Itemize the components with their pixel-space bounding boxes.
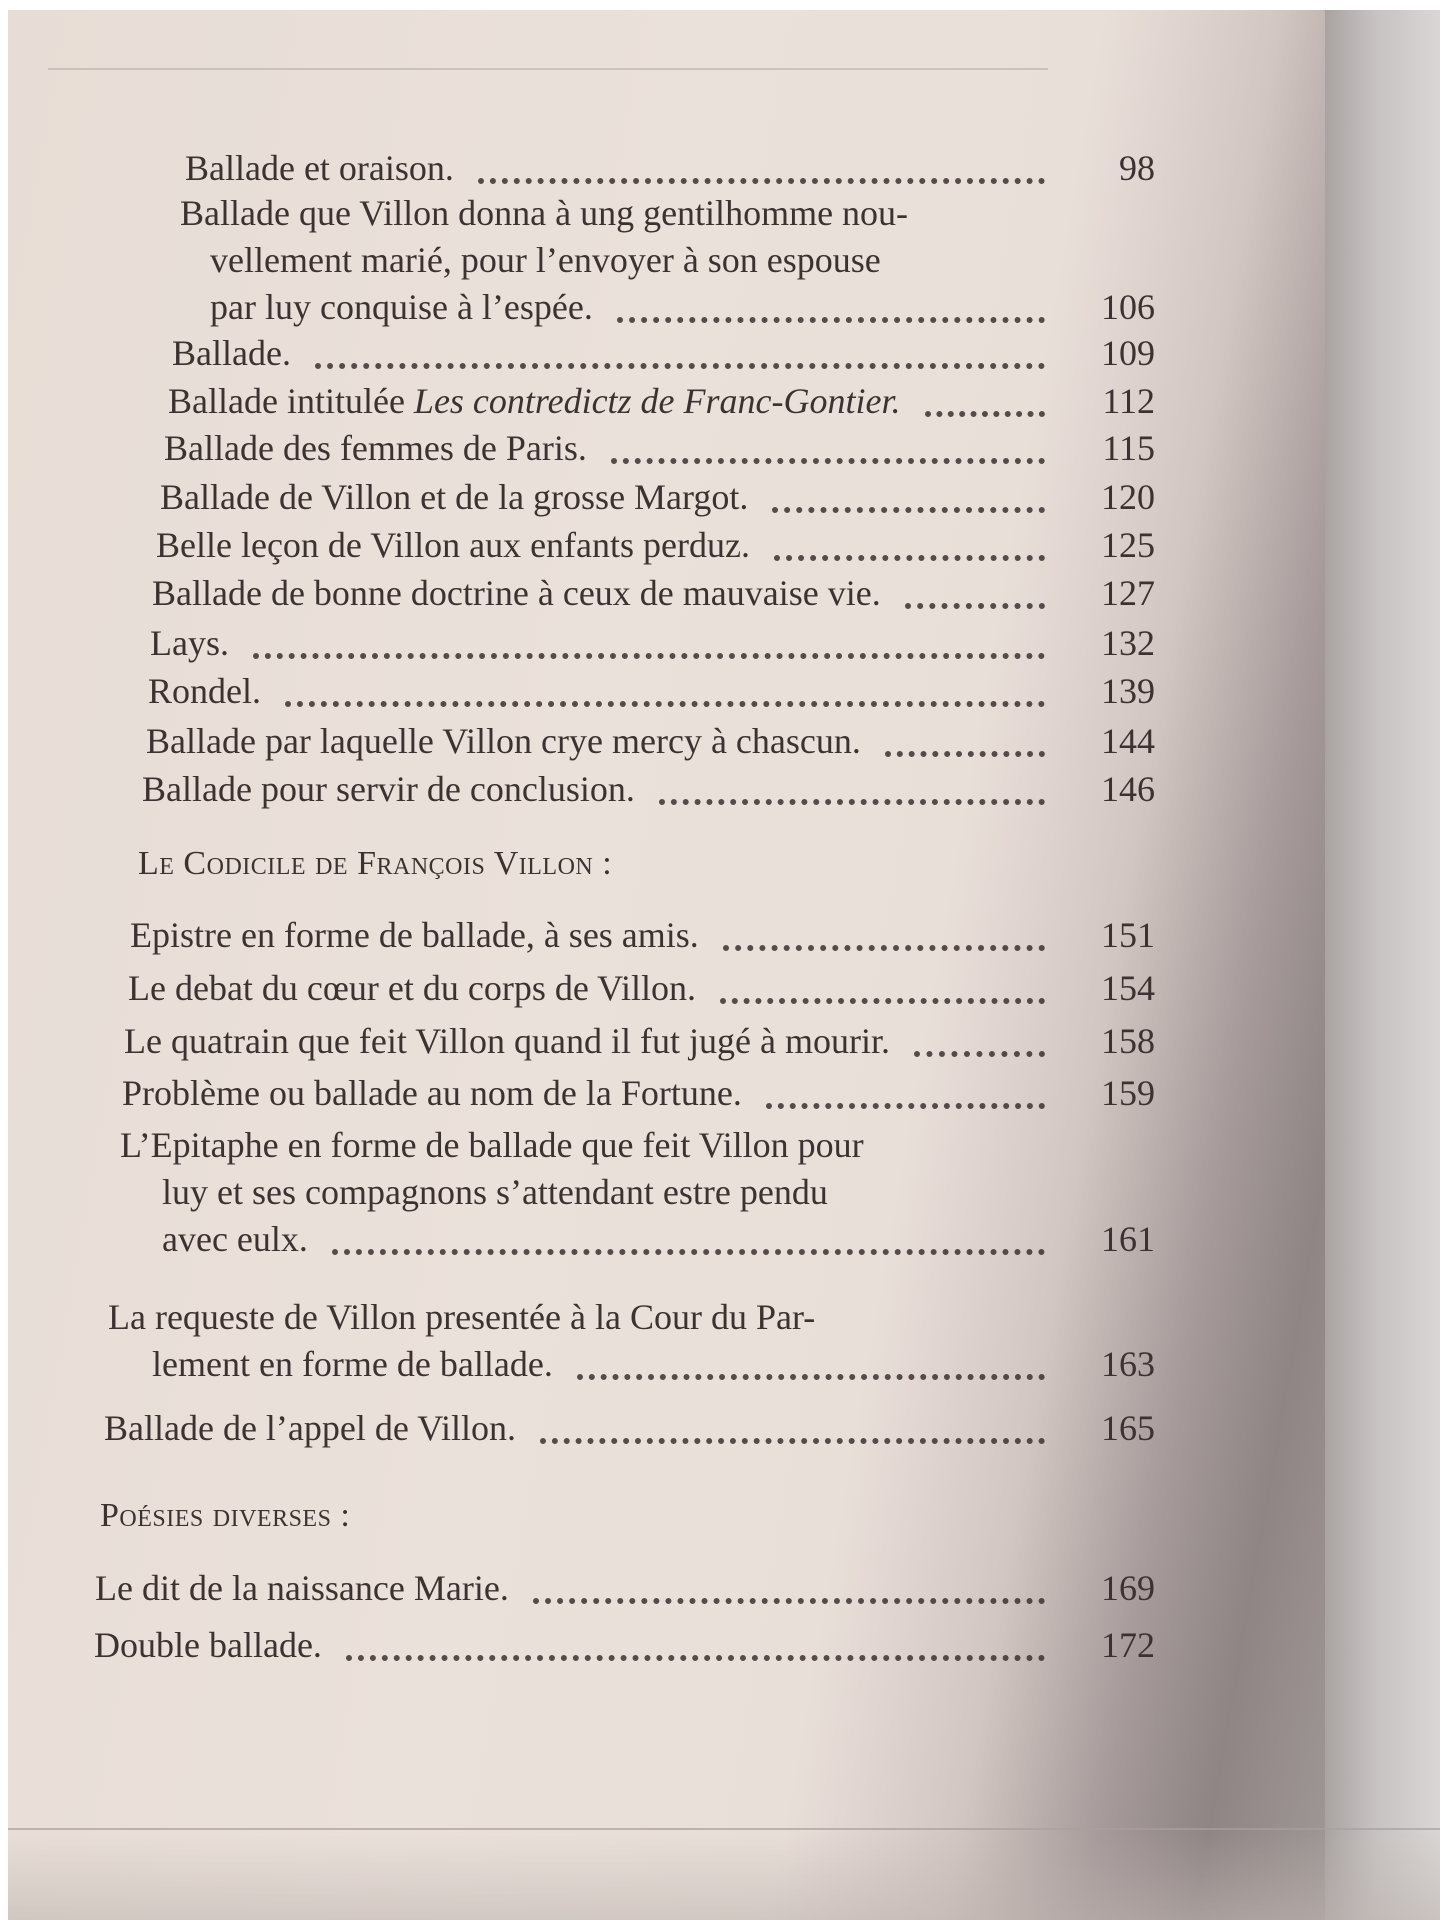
toc-entry-title: Ballade pour servir de conclusion. xyxy=(142,769,635,809)
toc-page-number: 120 xyxy=(1101,477,1155,517)
toc-entry-title: Le quatrain que feit Villon quand il fut jugé à mourir. xyxy=(124,1021,890,1061)
toc-entry-title: Double ballade. xyxy=(94,1625,322,1665)
dot-leader xyxy=(533,1598,1045,1604)
dot-leader xyxy=(253,653,1045,659)
dot-leader xyxy=(774,555,1045,561)
dot-leader xyxy=(332,1249,1045,1255)
toc-entry-title: Ballade de bonne doctrine à ceux de mauvaise vie. xyxy=(152,573,881,613)
toc-entry xyxy=(108,1294,1155,1388)
toc-page-number: 165 xyxy=(1101,1408,1155,1448)
toc-entry xyxy=(164,425,1155,472)
toc-page-number: 163 xyxy=(1101,1344,1155,1384)
dot-leader xyxy=(617,317,1045,323)
dot-leader xyxy=(766,1103,1045,1109)
toc-page-number: 159 xyxy=(1101,1073,1155,1113)
toc-entry xyxy=(128,965,1155,1012)
toc-entry-title: Ballade et oraison. xyxy=(185,148,454,188)
dot-leader xyxy=(925,411,1045,417)
toc-page-number: 139 xyxy=(1101,671,1155,711)
dot-leader xyxy=(540,1438,1045,1444)
toc-entry xyxy=(104,1405,1155,1452)
toc-page-number: 146 xyxy=(1101,769,1155,809)
dot-leader xyxy=(611,458,1045,464)
toc-entry-title: Ballade. xyxy=(172,333,291,373)
toc-entry xyxy=(156,522,1155,569)
dot-leader xyxy=(905,603,1045,609)
toc-page-number: 144 xyxy=(1101,721,1155,761)
toc-entry-title: Ballade de Villon et de la grosse Margot. xyxy=(160,477,749,517)
toc-page-number: 172 xyxy=(1101,1625,1155,1665)
toc-entry xyxy=(146,718,1155,765)
toc-entry xyxy=(172,330,1155,377)
toc-entry xyxy=(168,378,1155,425)
dot-leader xyxy=(885,751,1045,757)
toc-entry-title: luy et ses compagnons s’attendant estre pendu xyxy=(162,1172,828,1212)
toc-entry xyxy=(180,190,1155,331)
toc-page-number: 98 xyxy=(1119,148,1155,188)
toc-entry xyxy=(94,1622,1155,1669)
toc-entry-title: vellement marié, pour l’envoyer à son espouse xyxy=(210,240,881,280)
toc-page-number: 151 xyxy=(1101,915,1155,955)
section-heading-poesies: Poésies diverses : xyxy=(100,1497,351,1534)
toc-page-number: 132 xyxy=(1101,623,1155,663)
toc-entry-title: par luy conquise à l’espée. xyxy=(210,287,593,327)
section-heading-codicile: Le Codicile de François Villon : xyxy=(138,845,613,882)
toc-entry-title: L’Epitaphe en forme de ballade que feit Villon pour xyxy=(120,1125,864,1165)
toc-entry xyxy=(142,766,1155,813)
dot-leader xyxy=(914,1051,1045,1057)
toc-entry-title: avec eulx. xyxy=(162,1219,308,1259)
toc-entry xyxy=(122,1070,1155,1117)
dot-leader xyxy=(478,178,1045,184)
dot-leader xyxy=(720,998,1045,1004)
toc-page-number: 154 xyxy=(1101,968,1155,1008)
toc-page-number: 169 xyxy=(1101,1568,1155,1608)
dot-leader xyxy=(285,701,1045,707)
toc-page-number: 106 xyxy=(1101,287,1155,327)
toc-entry-title: Ballade des femmes de Paris. xyxy=(164,428,587,468)
toc-entry xyxy=(120,1122,1155,1263)
toc-page-number: 127 xyxy=(1101,573,1155,613)
toc-page-number: 115 xyxy=(1102,428,1155,468)
toc-page-number: 161 xyxy=(1101,1219,1155,1259)
toc-entry-title: Le debat du cœur et du corps de Villon. xyxy=(128,968,697,1008)
toc-entry-title: Ballade que Villon donna à ung gentilhomme nou- xyxy=(180,193,909,233)
dot-leader xyxy=(346,1655,1045,1661)
toc-page-number: 109 xyxy=(1101,333,1155,373)
toc-page-number: 112 xyxy=(1102,381,1155,421)
toc-entry-title: Problème ou ballade au nom de la Fortune. xyxy=(122,1073,742,1113)
toc-entry-title: Lays. xyxy=(150,623,229,663)
toc-entry-title: lement en forme de ballade. xyxy=(152,1344,553,1384)
toc-entry xyxy=(152,570,1155,617)
toc-page-number: 158 xyxy=(1101,1021,1155,1061)
toc-entry-title: Ballade de l’appel de Villon. xyxy=(104,1408,517,1448)
toc-entry xyxy=(130,912,1155,959)
toc-entry xyxy=(160,474,1155,521)
dot-leader xyxy=(577,1374,1045,1380)
dot-leader xyxy=(315,363,1045,369)
toc-entry xyxy=(185,145,1155,192)
toc-entry-title: La requeste de Villon presentée à la Cour du Par- xyxy=(108,1297,816,1337)
toc-entry-title: Ballade intitulée Les contredictz de Franc-Gontier. xyxy=(168,381,901,421)
toc-entry-title: Belle leçon de Villon aux enfants perduz. xyxy=(156,525,750,565)
dot-leader xyxy=(723,945,1045,951)
toc-page-number: 125 xyxy=(1101,525,1155,565)
toc-entry xyxy=(148,668,1155,715)
toc-entry-title: Epistre en forme de ballade, à ses amis. xyxy=(130,915,699,955)
dot-leader xyxy=(772,507,1045,513)
toc-entry-title: Ballade par laquelle Villon crye mercy à chascun. xyxy=(146,721,861,761)
toc-entry xyxy=(150,620,1155,667)
toc-entry xyxy=(95,1565,1155,1612)
toc-entry xyxy=(124,1018,1155,1065)
toc-entry-title: Rondel. xyxy=(148,671,261,711)
toc-entry-title: Le dit de la naissance Marie. xyxy=(95,1568,509,1608)
dot-leader xyxy=(659,799,1045,805)
